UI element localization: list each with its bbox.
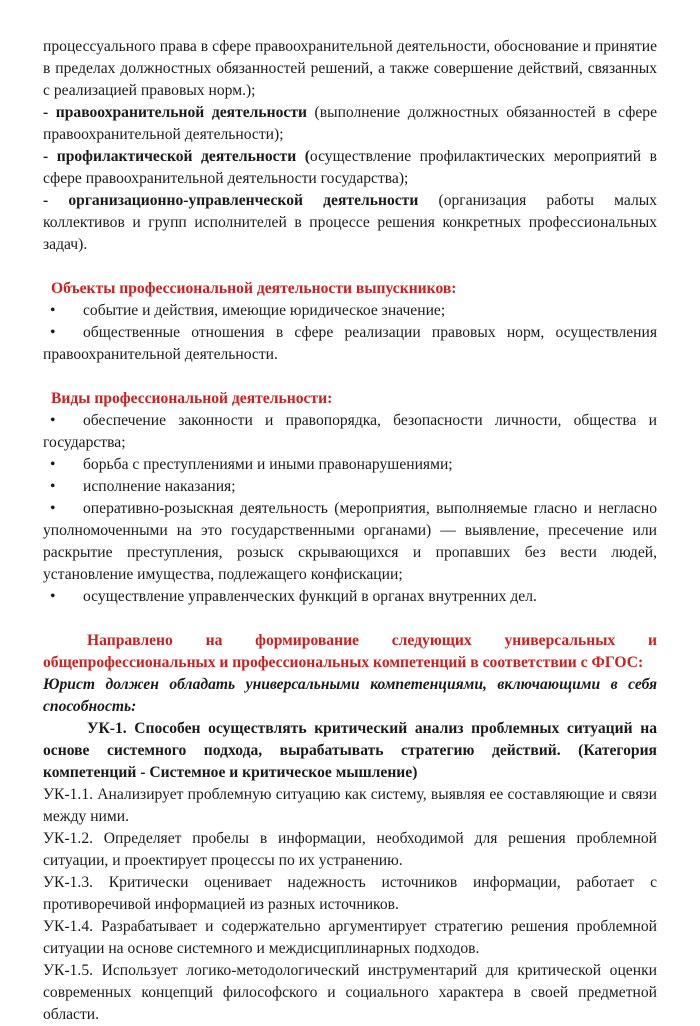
activity-term: правоохранительной деятельности bbox=[55, 104, 307, 121]
uk1-statement bbox=[43, 718, 657, 784]
types-heading: Виды профессиональной деятельности: bbox=[51, 390, 333, 407]
indicator-uk-1-5: УК-1.5. Использует логико-методологический инструментарий для критической оценки современных концепций философского и социального характера в своей предметной области. bbox=[43, 962, 657, 1023]
bullet-icon: • bbox=[50, 478, 56, 495]
uk1-category: Системное и критическое мышление) bbox=[149, 764, 418, 781]
bullet-icon: • bbox=[50, 500, 56, 517]
types-list-item bbox=[43, 586, 657, 608]
indicator-uk-1-4: УК-1.4. Разрабатывает и содержательно аргументирует стратегию решения проблемной ситуации на основе системного и междисциплинарных подходов. bbox=[43, 918, 657, 957]
activity-prefix: - bbox=[43, 104, 56, 121]
uk1-title: УК-1. Способен осуществлять критический анализ проблемных ситуаций на основе системного подхода, вырабатывать стратегию действий. (Категория компетенций - bbox=[43, 720, 657, 781]
bullet-icon: • bbox=[50, 324, 56, 341]
list-item-text: исполнение наказания; bbox=[83, 478, 236, 495]
bullet-icon: • bbox=[50, 456, 56, 473]
list-item-text: общественные отношения в сфере реализации правовых норм, осуществления правоохранительной деятельности. bbox=[43, 324, 657, 363]
list-item-text: событие и действия, имеющие юридическое значение; bbox=[83, 302, 446, 319]
competencies-intro: Юрист должен обладать универсальными компетенциями, включающими в себя способность: bbox=[43, 676, 657, 715]
activity-prefix: - bbox=[43, 192, 69, 209]
list-item-text: осуществление управленческих функций в органах внутренних дел. bbox=[83, 588, 537, 605]
activity-organizational bbox=[43, 190, 657, 256]
objects-heading: Объекты профессиональной деятельности выпускников: bbox=[51, 280, 457, 297]
bullet-icon: • bbox=[50, 412, 56, 429]
spacer bbox=[43, 366, 657, 388]
bullet-icon: • bbox=[50, 588, 56, 605]
continuation-paragraph: процессуального права в сфере правоохранительной деятельности, обоснование и принятие в пределах должностных обязанностей решений, а также совершение действий, связанных с реализацией правовых норм.); bbox=[43, 38, 657, 99]
activity-preventive bbox=[43, 146, 657, 190]
types-list-item bbox=[43, 454, 657, 476]
list-item-text: борьба с преступлениями и иными правонарушениями; bbox=[83, 456, 453, 473]
objects-list-item bbox=[43, 322, 657, 366]
spacer bbox=[43, 256, 657, 278]
activity-prefix: - bbox=[43, 148, 57, 165]
types-list-item bbox=[43, 498, 657, 586]
types-list-item bbox=[43, 410, 657, 454]
bullet-icon: • bbox=[50, 302, 56, 319]
document-page bbox=[43, 36, 657, 1026]
activity-term: организационно-управленческой деятельности bbox=[68, 192, 419, 209]
spacer bbox=[43, 608, 657, 630]
objects-list-item bbox=[43, 300, 657, 322]
list-item-text: оперативно-розыскная деятельность (мероприятия, выполняемые гласно и негласно уполномоченными на это государственными органами) — выявление, пресечение или раскрытие преступления, розыск скрывающихся и пропавших без вести людей, установление имущества, подлежащего конфискации; bbox=[43, 500, 657, 583]
indicator-uk-1-3: УК-1.3. Критически оценивает надежность источников информации, работает с противоречивой информацией из разных источников. bbox=[43, 874, 657, 913]
activity-desc: (выполнение должностных обязанностей в сфере правоохранительной деятельности); bbox=[43, 104, 657, 143]
activity-desc: осуществление профилактических мероприятий в сфере правоохранительной деятельности государства); bbox=[43, 148, 657, 187]
competencies-heading: Направлено на формирование следующих универсальных и общепрофессиональных и профессиональных компетенций в соответствии с ФГОС: bbox=[43, 632, 657, 671]
list-item-text: обеспечение законности и правопорядка, безопасности личности, общества и государства; bbox=[43, 412, 657, 451]
activity-law-enforcement bbox=[43, 102, 657, 146]
activity-term: профилактической деятельности ( bbox=[56, 148, 310, 165]
activity-desc: (организация работы малых коллективов и групп исполнителей в процессе решения конкретных профессиональных задач). bbox=[43, 192, 658, 253]
indicator-uk-1-1: УК-1.1. Анализирует проблемную ситуацию как систему, выявляя ее составляющие и связи между ними. bbox=[43, 786, 657, 825]
types-list-item bbox=[43, 476, 657, 498]
indicator-uk-1-2: УК-1.2. Определяет пробелы в информации, необходимой для решения проблемной ситуации, и проектирует процессы по их устранению. bbox=[43, 830, 657, 869]
